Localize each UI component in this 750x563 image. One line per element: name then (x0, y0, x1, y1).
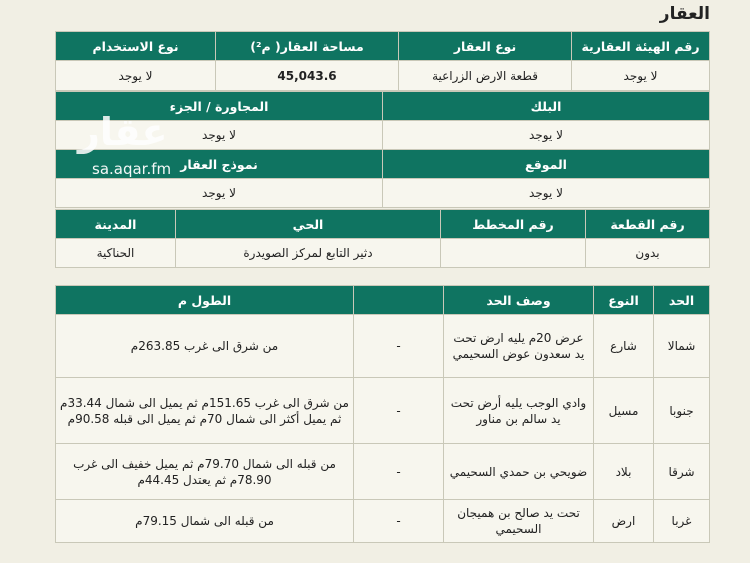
value-block: لا يوجد (383, 121, 710, 150)
header-registry-number: رقم الهيئة العقارية (572, 32, 710, 61)
boundary-type: ارض (594, 500, 654, 543)
boundary-length: من قبله الى شمال 79.15م (56, 500, 354, 543)
aqar-logo: عقار (78, 110, 168, 154)
header-property-model: نموذج العقار (56, 150, 383, 179)
table-row (56, 315, 710, 378)
property-info-table (55, 31, 710, 91)
boundary-description: ضويحي بن حمدي السحيمي (444, 444, 594, 500)
header-block: البلك (383, 92, 710, 121)
boundary-type: شارع (594, 315, 654, 378)
header-property-type: نوع العقار (399, 32, 572, 61)
boundaries-table (55, 285, 710, 543)
header-boundary-type: النوع (594, 286, 654, 315)
boundary-side: غربا (654, 500, 710, 543)
boundary-length: من شرق الى غرب 263.85م (56, 315, 354, 378)
header-neighborhood-part: المجاورة / الجزء (56, 92, 383, 121)
boundary-length: من قبله الى شمال 79.70م ثم يميل خفيف الى غرب 78.90م ثم يعتدل 44.45م (56, 444, 354, 500)
boundary-dash: - (354, 315, 444, 378)
boundary-side: شرقا (654, 444, 710, 500)
boundary-length: من شرق الى غرب 151.65م ثم يميل الى شمال 33.44م ثم يميل أكثر الى شمال 70م ثم يميل الى قبله 90.58م (56, 378, 354, 444)
aqar-watermark (78, 110, 198, 190)
header-district: الحي (176, 210, 441, 239)
header-location: الموقع (383, 150, 710, 179)
header-city: المدينة (56, 210, 176, 239)
value-usage-type: لا يوجد (56, 61, 216, 91)
boundary-description: عرض 20م يليه ارض تحت يد سعدون عوض السحيمي (444, 315, 594, 378)
value-district: دثير التابع لمركز الصويدرة (176, 239, 441, 268)
header-boundary-length: الطول م (56, 286, 354, 315)
value-property-type: قطعة الارض الزراعية (399, 61, 572, 91)
boundary-dash: - (354, 500, 444, 543)
boundary-description: وادي الوجب يليه أرض تحت يد سالم بن مناور (444, 378, 594, 444)
value-plan-number (441, 239, 586, 268)
page-title: العقار (659, 4, 710, 24)
boundary-dash: - (354, 378, 444, 444)
table-row (56, 500, 710, 543)
boundary-type: بلاد (594, 444, 654, 500)
value-registry-number: لا يوجد (572, 61, 710, 91)
value-neighborhood-part: لا يوجد (56, 121, 383, 150)
header-property-area: مساحة العقار( م²) (216, 32, 399, 61)
plot-info-table (55, 209, 710, 268)
boundary-side: جنوبا (654, 378, 710, 444)
header-plot-number: رقم القطعة (586, 210, 710, 239)
value-property-model: لا يوجد (56, 179, 383, 208)
boundary-side: شمالا (654, 315, 710, 378)
boundary-type: مسيل (594, 378, 654, 444)
table-row (56, 378, 710, 444)
header-plan-number: رقم المخطط (441, 210, 586, 239)
table-row (56, 444, 710, 500)
value-location: لا يوجد (383, 179, 710, 208)
header-usage-type: نوع الاستخدام (56, 32, 216, 61)
value-plot-number: بدون (586, 239, 710, 268)
value-city: الحناكية (56, 239, 176, 268)
aqar-url: sa.aqar.fm (92, 160, 172, 178)
boundary-description: تحت يد صالح بن هميجان السحيمي (444, 500, 594, 543)
header-boundary-blank (354, 286, 444, 315)
boundary-dash: - (354, 444, 444, 500)
header-boundary-side: الحد (654, 286, 710, 315)
header-boundary-description: وصف الحد (444, 286, 594, 315)
value-property-area: 45,043.6 (216, 61, 399, 91)
